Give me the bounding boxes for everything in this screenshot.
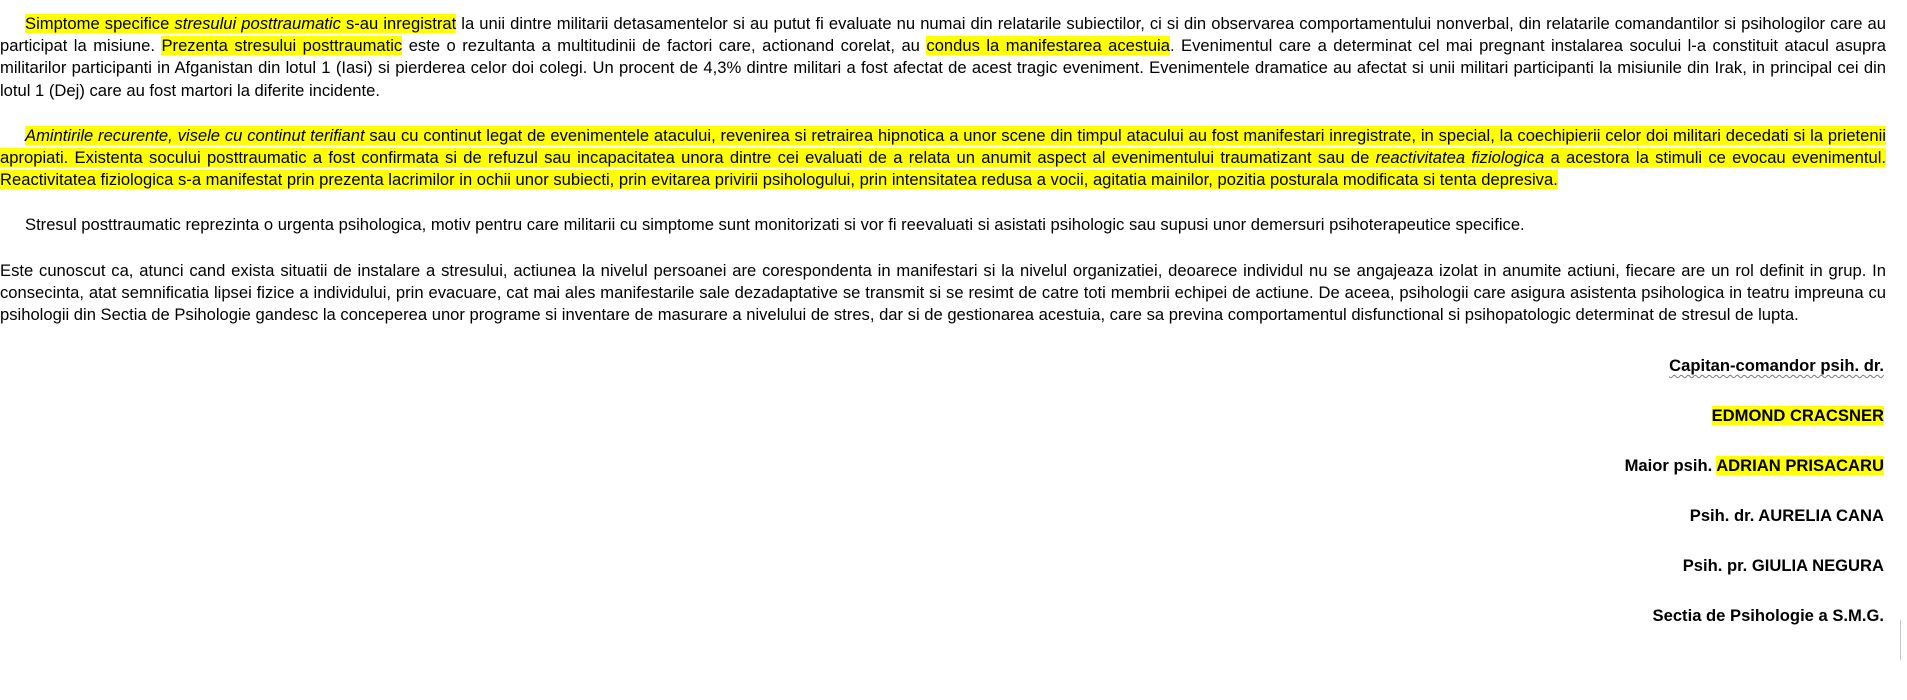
paragraph-recurrent-memories xyxy=(0,125,1886,192)
highlight-paragraph xyxy=(0,126,1886,189)
italic-run: stresului posttraumatic xyxy=(174,14,341,33)
vertical-scrollbar[interactable] xyxy=(1899,0,1907,700)
highlight-manifestation: condus la manifestarea acestuia xyxy=(926,36,1170,56)
signature-name-3: Psih. dr. AURELIA CANA xyxy=(1689,506,1884,526)
signature-block xyxy=(0,355,1886,627)
scroll-thumb[interactable] xyxy=(1900,620,1906,660)
signature-name-1 xyxy=(0,405,1886,427)
signature-name-2 xyxy=(0,455,1886,477)
text-run: la unii dintre militarii detasamentelor si au putut fi evaluate nu numai din relatarile subiectilor, ci si din observarea comportamentului nonverbal, din relatarile comandantilor si psihologilor care au participat la misiune. xyxy=(0,14,1886,56)
text-run: Maior psih. xyxy=(1624,456,1717,476)
italic-run: Amintirile recurente, visele cu continut terifiant xyxy=(25,125,365,145)
highlight-presence: Prezenta stresului posttraumatic xyxy=(161,36,403,56)
paragraph-ptsd-symptoms xyxy=(0,13,1886,102)
paragraph-organization-stress: Este cunoscut ca, atunci cand exista situatii de instalare a stresului, actiunea la nivelul persoanei are corespondenta in manifestari si la nivelul organizatiei, deoarece individul nu se angajeaza izolat in anumite actiuni, fiecare are un rol definit in grup. In consecinta, atat semnificatia lipsei fizice a individului, prin evacuare, cat mai ales manifestarile sale dezadaptative se transmit si se resimt de catre toti membrii echipei de actiune. De aceea, psihologii care asigura asistenta psihologica in teatru impreuna cu psihologii din Sectia de Psihologie gandesc la conceperea unor programe si inventare de masurare a nivelului de stres, dar si de gestionarea acestuia, care sa previna comportamentul disfunctional si psihopatologic determinat de stresul de lupta. xyxy=(0,260,1886,325)
text-run: . Evenimentul care a determinat cel mai pregnant instalarea socului l-a constituit atacul asupra militarilor participanti in Afganistan din lotul 1 (Iasi) si pierderea celor doi colegi. Un procent de 4,3% dintre militari a fost afectat de acest tragic eveniment. Evenimentele dramatice au afectat si unii militari participanti la misiunile din Irak, in principal cei din lotul 1 (Dej) care au fost martori la diferite incidente. xyxy=(0,36,1886,100)
highlight-symptoms xyxy=(25,14,456,33)
highlight-name: EDMOND CRACSNER xyxy=(1711,406,1884,426)
italic-run: reactivitatea fiziologica xyxy=(1375,148,1545,168)
signature-rank-1 xyxy=(0,355,1886,377)
signature-name-4: Psih. pr. GIULIA NEGURA xyxy=(1682,556,1884,576)
text-run: s-au inregistrat xyxy=(340,14,457,33)
paragraph-psychological-urgency: Stresul posttraumatic reprezinta o urgenta psihologica, motiv pentru care militarii cu simptome sunt monitorizati si vor fi reevaluati si asistati psihologic sau supusi unor demersuri psihoterapeutice specifice. xyxy=(25,215,1525,235)
signature-department: Sectia de Psihologie a S.M.G. xyxy=(1652,606,1884,626)
text-run: Simptome specifice xyxy=(25,14,170,33)
text-run: sau cu continut legat de evenimentele atacului, revenirea si retrairea hipnotica a unor scene din timpul atacului au fost manifestari inregistrate, in special, la coechipierii celor doi militari decedati si la prietenii apropiati. Existenta socului posttraumatic a fost confirmata si de refuzul sau incapacitatea unora dintre cei evaluati de a relata un anumit aspect al evenimentului traumatizant sau de xyxy=(0,125,1886,168)
text-run: Capitan-comandor psih. dr. xyxy=(1669,356,1884,376)
text-run: este o rezultanta a multitudinii de factori care, actionand corelat, au xyxy=(402,36,927,56)
highlight-name: ADRIAN PRISACARU xyxy=(1716,456,1884,476)
text-run: a acestora la stimuli ce evocau evenimentul. Reactivitatea fiziologica s-a manifestat prin prezenta lacrimilor in ochii unor subiecti, prin evitarea privirii psihologului, prin intensitatea redusa a vocii, agitatia mainilor, pozitia posturala modificata si tenta depresiva. xyxy=(0,148,1886,190)
